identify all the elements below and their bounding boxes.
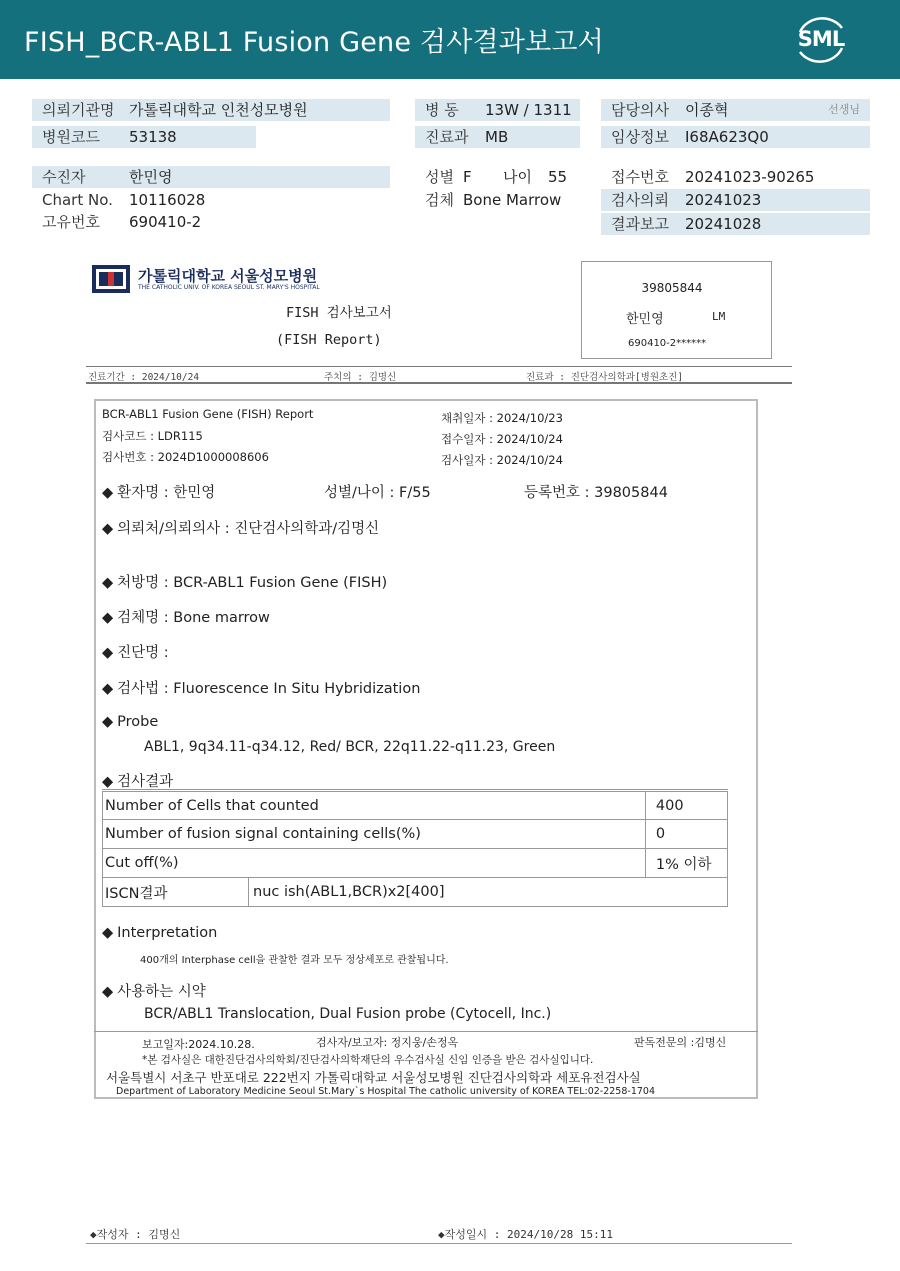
table-cell: Cut off(%) bbox=[103, 849, 646, 878]
label-rrn: 690410-2****** bbox=[628, 338, 707, 349]
patient-field bbox=[32, 166, 390, 188]
visit-info-line bbox=[86, 366, 792, 384]
sex-value: F bbox=[463, 168, 472, 186]
page-title: FISH_BCR-ABL1 Fusion Gene 검사결과보고서 bbox=[24, 27, 604, 58]
result-field bbox=[601, 213, 870, 235]
chart-value: 10116028 bbox=[129, 191, 206, 209]
specimen-label: 검체 bbox=[425, 191, 454, 209]
address-korean: 서울특별시 서초구 반포대로 222번지 가톨릭대학교 서울성모병원 진단검사의학과 세포유전검사실 bbox=[106, 1070, 641, 1085]
institution-field bbox=[32, 99, 390, 121]
hospital-logo-icon bbox=[92, 265, 130, 293]
specialist: 판독전문의 :김명신 bbox=[634, 1036, 727, 1049]
method-line: ◆ 검사법 : Fluorescence In Situ Hybridization bbox=[102, 681, 421, 697]
ward-value: 13W / 1311 bbox=[485, 101, 572, 119]
sex-label: 성별 bbox=[425, 168, 454, 186]
label-id: 39805844 bbox=[641, 281, 703, 295]
ward-label: 병 동 bbox=[425, 101, 459, 119]
attending-doctor: 주치의 : 김명신 bbox=[324, 372, 397, 383]
report-title-english: (FISH Report) bbox=[276, 332, 382, 348]
table-row bbox=[103, 820, 728, 849]
report-date: 보고일자:2024.10.28. bbox=[142, 1038, 255, 1051]
diamond-icon: ◆ bbox=[102, 521, 114, 537]
table-cell: nuc ish(ABL1,BCR)x2[400] bbox=[249, 878, 728, 907]
visit-dept: 진료과 : 진단검사의학과[병원초진] bbox=[526, 372, 684, 383]
diamond-icon: ◆ bbox=[102, 485, 114, 501]
interpretation-text: 400개의 Interphase cell을 관찰한 결과 모두 정상세포로 관찰됩니다. bbox=[140, 955, 449, 966]
table-row bbox=[103, 849, 728, 878]
age-value: 55 bbox=[548, 168, 568, 186]
chart-field bbox=[32, 189, 390, 211]
result-heading: ◆ 검사결과 bbox=[102, 774, 174, 790]
dept-label: 진료과 bbox=[425, 128, 469, 146]
sex-age-field bbox=[415, 166, 595, 188]
report-title-korean: FISH 검사보고서 bbox=[286, 305, 392, 321]
doctor-field bbox=[601, 99, 870, 121]
diamond-icon: ◆ bbox=[102, 925, 114, 941]
diamond-icon: ◆ bbox=[102, 714, 114, 730]
report-footer bbox=[94, 1031, 758, 1099]
unique-field bbox=[32, 211, 390, 233]
test-date: 검사일자 : 2024/10/24 bbox=[441, 453, 563, 467]
clinical-field bbox=[601, 126, 870, 148]
author-line bbox=[86, 1228, 792, 1244]
request-label: 검사의뢰 bbox=[611, 191, 669, 209]
hospital-code-label: 병원코드 bbox=[42, 128, 100, 146]
request-field bbox=[601, 189, 870, 211]
clinical-label: 임상정보 bbox=[611, 128, 669, 146]
specimen-field bbox=[415, 189, 595, 211]
report-name: BCR-ABL1 Fusion Gene (FISH) Report bbox=[102, 407, 314, 421]
hospital-code-value: 53138 bbox=[129, 128, 177, 146]
reception-value: 20241023-90265 bbox=[685, 168, 815, 186]
test-number: 검사번호 : 2024D1000008606 bbox=[102, 450, 269, 464]
referrer-line: ◆ 의뢰처/의뢰의사 : 진단검사의학과/김명신 bbox=[102, 521, 380, 537]
result-value: 20241028 bbox=[685, 215, 762, 233]
table-cell: 0 bbox=[645, 820, 727, 849]
label-code: LM bbox=[712, 310, 726, 323]
reagent-heading: ◆ 사용하는 시약 bbox=[102, 984, 206, 1000]
table-cell: Number of fusion signal containing cells(%) bbox=[103, 820, 646, 849]
table-cell: ISCN결과 bbox=[103, 878, 249, 907]
interpretation-heading: ◆ Interpretation bbox=[102, 925, 218, 941]
header-bar bbox=[0, 0, 900, 79]
collect-date: 채취일자 : 2024/10/23 bbox=[441, 411, 563, 425]
patient-value: 한민영 bbox=[129, 168, 173, 186]
dept-value: MB bbox=[485, 128, 509, 146]
report-body bbox=[94, 399, 758, 1099]
registration-line: 등록번호 : 39805844 bbox=[524, 485, 668, 501]
diamond-icon: ◆ bbox=[102, 645, 114, 661]
visit-date: 진료기간 : 2024/10/24 bbox=[88, 372, 200, 383]
diagnosis-line: ◆ 진단명 : bbox=[102, 645, 169, 661]
request-value: 20241023 bbox=[685, 191, 762, 209]
patient-label: 수진자 bbox=[42, 168, 86, 186]
table-row bbox=[103, 791, 728, 820]
hospital-code-field bbox=[32, 126, 256, 148]
ward-field bbox=[415, 99, 580, 121]
result-label: 결과보고 bbox=[611, 215, 669, 233]
sml-logo bbox=[792, 12, 850, 66]
doctor-suffix: 선생님 bbox=[828, 103, 860, 116]
probe-detail: ABL1, 9q34.11-q34.12, Red/ BCR, 22q11.22-q11.23, Green bbox=[144, 739, 556, 755]
table-cell: 400 bbox=[645, 791, 727, 820]
probe-heading: ◆ Probe bbox=[102, 714, 159, 730]
dept-field bbox=[415, 126, 580, 148]
reception-label: 접수번호 bbox=[611, 168, 669, 186]
written-datetime: ◆작성일시 : 2024/10/28 15:11 bbox=[438, 1228, 613, 1241]
label-name: 한민영 bbox=[626, 312, 664, 327]
institution-value: 가톨릭대학교 인천성모병원 bbox=[129, 101, 308, 119]
age-label: 나이 bbox=[503, 168, 532, 186]
test-code: 검사코드 : LDR115 bbox=[102, 429, 203, 443]
doctor-label: 담당의사 bbox=[611, 101, 669, 119]
examiner: 검사자/보고자: 정지웅/손정옥 bbox=[316, 1036, 459, 1049]
reception-field bbox=[601, 166, 870, 188]
table-cell: Number of Cells that counted bbox=[103, 791, 646, 820]
unique-value: 690410-2 bbox=[129, 213, 202, 231]
diamond-icon: ◆ bbox=[102, 610, 114, 626]
author: ◆작성자 : 김명신 bbox=[90, 1228, 181, 1241]
reagent-text: BCR/ABL1 Translocation, Dual Fusion probe (Cytocell, Inc.) bbox=[144, 1006, 552, 1022]
hospital-name: 가톨릭대학교 서울성모병원 bbox=[138, 267, 318, 285]
specimen-value: Bone Marrow bbox=[463, 191, 562, 209]
diamond-icon: ◆ bbox=[102, 575, 114, 591]
result-table bbox=[102, 789, 728, 907]
table-row bbox=[103, 878, 728, 907]
sex-age-line: 성별/나이 : F/55 bbox=[324, 485, 431, 501]
patient-line: ◆ 환자명 : 한민영 bbox=[102, 485, 216, 501]
receive-date: 접수일자 : 2024/10/24 bbox=[441, 432, 563, 446]
clinical-value: I68A623Q0 bbox=[685, 128, 769, 146]
order-line: ◆ 처방명 : BCR-ABL1 Fusion Gene (FISH) bbox=[102, 575, 388, 591]
patient-label-box bbox=[581, 261, 772, 359]
chart-label: Chart No. bbox=[42, 191, 113, 209]
diamond-icon: ◆ bbox=[102, 774, 114, 790]
unique-label: 고유번호 bbox=[42, 213, 100, 231]
address-english: Department of Laboratory Medicine Seoul St.Mary`s Hospital The catholic university of KOREA TEL:02-2258-1704 bbox=[116, 1086, 656, 1097]
hospital-name-english: THE CATHOLIC UNIV. OF KOREA SEOUL ST. MARY'S HOSPITAL bbox=[138, 284, 320, 291]
diamond-icon: ◆ bbox=[102, 681, 114, 697]
diamond-icon: ◆ bbox=[102, 984, 114, 1000]
doctor-value: 이종혁 bbox=[685, 101, 729, 119]
certification-note: *본 검사실은 대한진단검사의학회/진단검사의학재단의 우수검사실 신임 인증을 받은 검사실입니다. bbox=[142, 1054, 594, 1066]
specimen-line: ◆ 검체명 : Bone marrow bbox=[102, 610, 270, 626]
institution-label: 의뢰기관명 bbox=[42, 101, 115, 119]
logo-text: SML bbox=[797, 27, 845, 51]
table-cell: 1% 이하 bbox=[645, 849, 727, 878]
